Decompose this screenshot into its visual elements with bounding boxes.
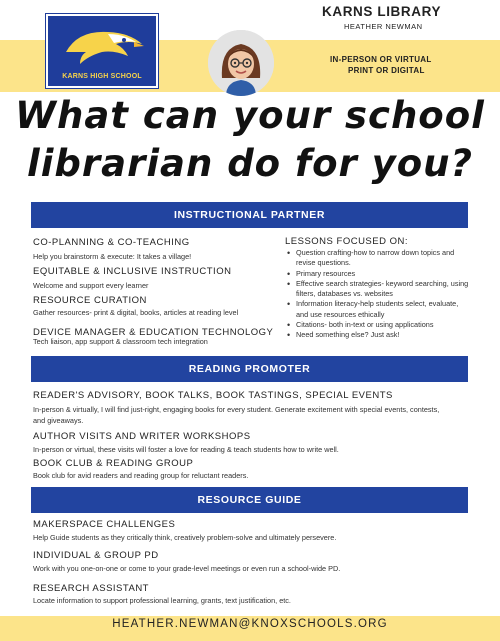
contact-email[interactable]: HEATHER.NEWMAN@KNOXSCHOOLS.ORG <box>112 618 388 630</box>
library-title: KARNS LIBRARY <box>322 4 442 19</box>
item-heading: AUTHOR VISITS AND WRITER WORKSHOPS <box>33 431 251 442</box>
item-text: In-person or virtual, these visits will foster a love for reading & teach students how to write well. <box>33 445 339 454</box>
item-text: Locate information to support professional learning, grants, text justification, etc. <box>33 596 291 605</box>
lesson-item: • Primary resources <box>285 269 471 279</box>
item-heading: CO-PLANNING & CO-TEACHING <box>33 237 190 248</box>
librarian-name: HEATHER NEWMAN <box>344 22 423 31</box>
section-bar-reading: READING PROMOTER <box>31 356 468 382</box>
item-heading: RESEARCH ASSISTANT <box>33 583 149 594</box>
lesson-item: • Effective search strategies- keyword searching, using filters, databases vs. websites <box>285 279 471 300</box>
item-heading: BOOK CLUB & READING GROUP <box>33 458 194 469</box>
librarian-avatar <box>208 30 274 96</box>
item-text: Gather resources- print & digital, books, articles at reading level <box>33 308 239 317</box>
item-heading: RESOURCE CURATION <box>33 295 147 306</box>
eagle-icon <box>58 22 148 70</box>
lesson-item: • Information literacy-help students select, evaluate, and use resources ethically <box>285 299 471 320</box>
item-text: Welcome and support every learner <box>33 281 149 290</box>
lessons-heading: LESSONS FOCUSED ON: <box>285 236 408 247</box>
item-heading: INDIVIDUAL & GROUP PD <box>33 550 159 561</box>
lessons-block <box>285 236 471 341</box>
logo-text: KARNS HIGH SCHOOL <box>62 73 142 80</box>
format-line-2: PRINT OR DIGITAL <box>348 66 425 75</box>
item-heading: EQUITABLE & INCLUSIVE INSTRUCTION <box>33 266 232 277</box>
item-text: Book club for avid readers and reading group for reluctant readers. <box>33 471 249 480</box>
headline-line-2: librarian do for you? <box>27 142 473 185</box>
item-heading: READER'S ADVISORY, BOOK TALKS, BOOK TASTINGS, SPECIAL EVENTS <box>33 390 393 401</box>
item-text: In-person & virtually, I will find just-right, engaging books for every student. Generate excitement with special events, contests, and giveaways. <box>33 405 440 425</box>
item-text: Tech liaison, app support & classroom tech integration <box>33 337 208 346</box>
item-heading: MAKERSPACE CHALLENGES <box>33 519 176 530</box>
lesson-item: • Citations- both in-text or using applications <box>285 320 471 330</box>
item-text: Work with you one-on-one or come to your grade-level meetings or even run a school-wide PD. <box>33 564 341 573</box>
lesson-item: • Question crafting-how to narrow down topics and revise questions. <box>285 248 471 269</box>
bitmoji-avatar-icon <box>208 30 274 96</box>
lessons-list <box>285 248 471 341</box>
item-text: Help Guide students as they critically think, creatively problem-solve and ultimately persevere. <box>33 533 337 542</box>
headline-line-1: What can your school <box>15 94 485 137</box>
item-text: Help you brainstorm & execute: It takes a village! <box>33 252 192 261</box>
section-bar-instructional: INSTRUCTIONAL PARTNER <box>31 202 468 228</box>
format-line-1: IN-PERSON OR VIRTUAL <box>330 55 432 64</box>
school-logo <box>46 14 158 88</box>
item-heading: DEVICE MANAGER & EDUCATION TECHNOLOGY <box>33 327 274 338</box>
lesson-item: • Need something else? Just ask! <box>285 330 471 340</box>
section-bar-resource: RESOURCE GUIDE <box>31 487 468 513</box>
